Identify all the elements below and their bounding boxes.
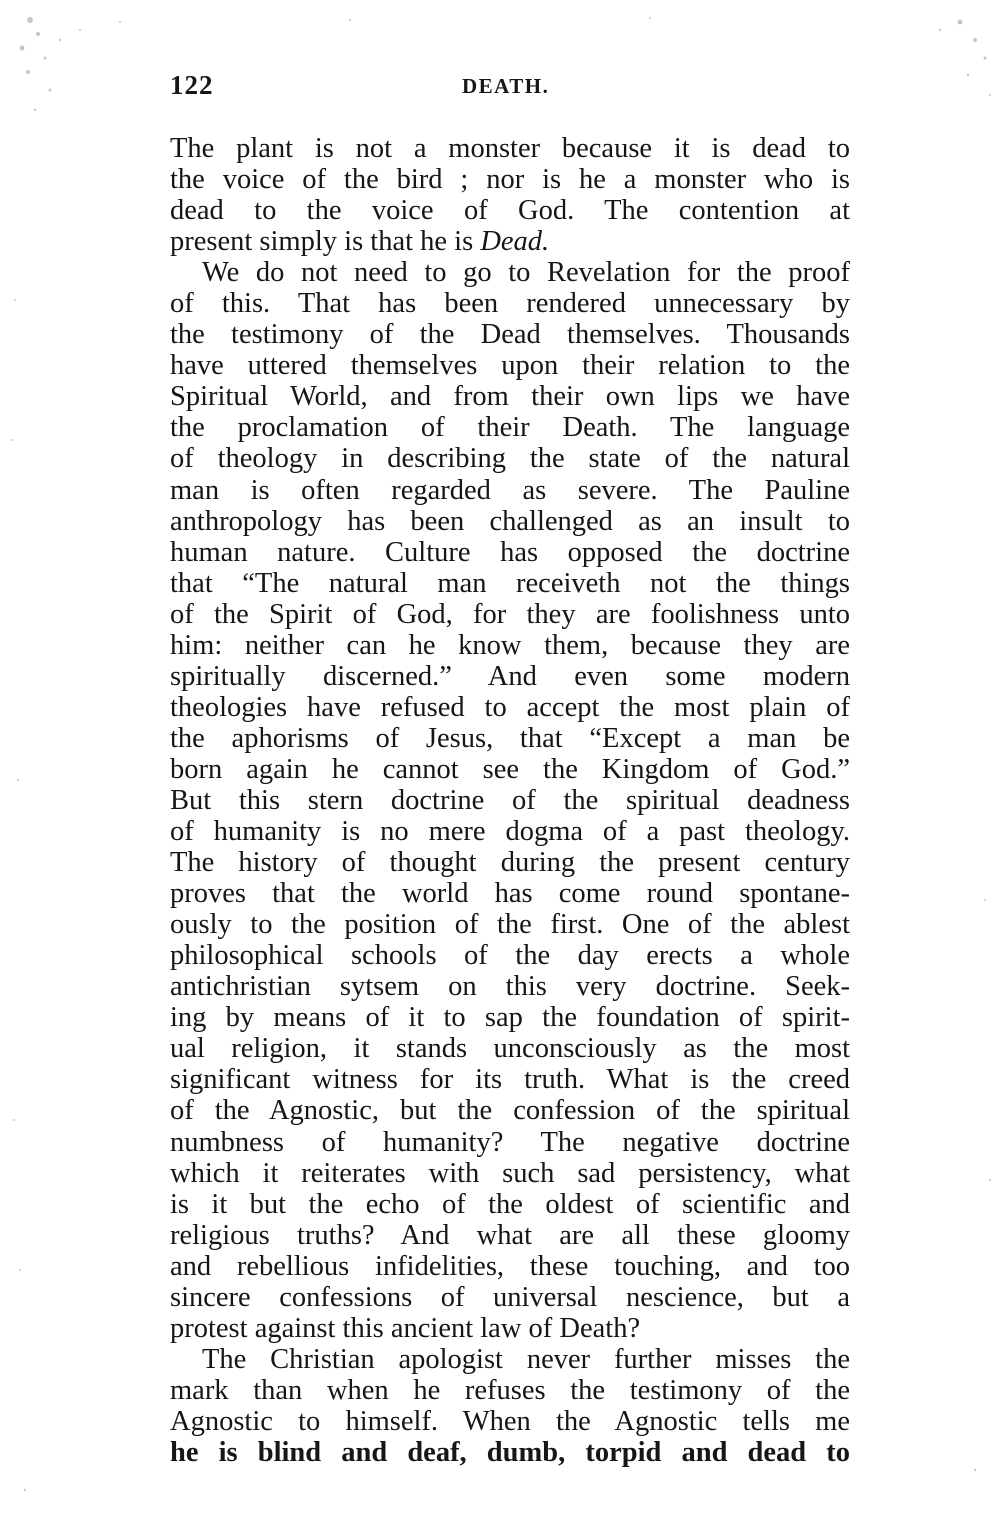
text-line: that “The natural man receiveth not the things: [170, 567, 850, 599]
text-line: ing by means of it to sap the foundation of spirit-: [170, 1002, 850, 1034]
text-line: anthropology has been challenged as an insult to: [170, 505, 850, 537]
text-line: have uttered themselves upon their relation to the: [170, 350, 850, 382]
text-line: of the Spirit of God, for they are foolishness unto: [170, 598, 850, 630]
text-line: sincere confessions of universal nescience, but a: [170, 1281, 850, 1313]
paragraph-start-line: We do not need to go to Revelation for the proof: [202, 257, 850, 289]
paragraph-start-line: The Christian apologist never further misses the: [202, 1343, 850, 1375]
text-line: ously to the position of the first. One of the ablest: [170, 909, 850, 941]
running-head: DEATH.: [462, 74, 550, 98]
page-header: [170, 70, 850, 110]
text-line-segment: present simply is that he is: [170, 226, 474, 258]
text-line: which it reiterates with such sad persistency, what: [170, 1157, 850, 1189]
text-line: religious truths? And what are all these gloomy: [170, 1219, 850, 1251]
text-line: is it but the echo of the oldest of scientific and: [170, 1188, 850, 1220]
text-line: mark than when he refuses the testimony of the: [170, 1374, 850, 1406]
text-line: of humanity is no mere dogma of a past theology.: [170, 816, 850, 848]
text-line: proves that the world has come round spontane-: [170, 878, 850, 910]
text-line: protest against this ancient law of Death?: [170, 1312, 641, 1344]
text-line: theologies have refused to accept the most plain of: [170, 691, 850, 723]
text-line: human nature. Culture has opposed the doctrine: [170, 536, 850, 568]
text-line: dead to the voice of God. The contention at: [170, 195, 850, 227]
text-line: man is often regarded as severe. The Pauline: [170, 474, 850, 506]
text-line: of theology in describing the state of the natural: [170, 443, 850, 475]
text-line: and rebellious infidelities, these touching, and too: [170, 1250, 850, 1282]
text-line: ual religion, it stands unconsciously as the most: [170, 1033, 850, 1065]
text-line: of this. That has been rendered unnecessary by: [170, 288, 850, 320]
text-line: Spiritual World, and from their own lips we have: [170, 381, 850, 413]
text-line: he is blind and deaf, dumb, torpid and dead to: [170, 1436, 850, 1468]
text-line: the testimony of the Dead themselves. Thousands: [170, 319, 850, 351]
text-line: The history of thought during the present century: [170, 847, 850, 879]
text-line: But this stern doctrine of the spiritual deadness: [170, 784, 850, 816]
text-line: philosophical schools of the day erects a whole: [170, 940, 850, 972]
text-line: significant witness for its truth. What is the creed: [170, 1064, 850, 1096]
body-text: [170, 133, 850, 1468]
text-line: him: neither can he know them, because they are: [170, 629, 850, 661]
text-line: of the Agnostic, but the confession of the spiritual: [170, 1095, 850, 1127]
text-line: Agnostic to himself. When the Agnostic tells me: [170, 1405, 850, 1437]
text-line: spiritually discerned.” And even some modern: [170, 660, 850, 692]
text-line: [170, 226, 850, 257]
emphasized-word: Dead.: [480, 226, 550, 258]
text-line: The plant is not a monster because it is dead to: [170, 133, 850, 164]
text-line: the aphorisms of Jesus, that “Except a man be: [170, 722, 850, 754]
text-line: the voice of the bird ; nor is he a monster who is: [170, 164, 850, 196]
text-line: numbness of humanity? The negative doctrine: [170, 1126, 850, 1158]
page-number: 122: [170, 70, 214, 100]
text-line: born again he cannot see the Kingdom of God.”: [170, 753, 850, 785]
text-line: antichristian sytsem on this very doctrine. Seek-: [170, 971, 850, 1003]
text-line: the proclamation of their Death. The language: [170, 412, 850, 444]
